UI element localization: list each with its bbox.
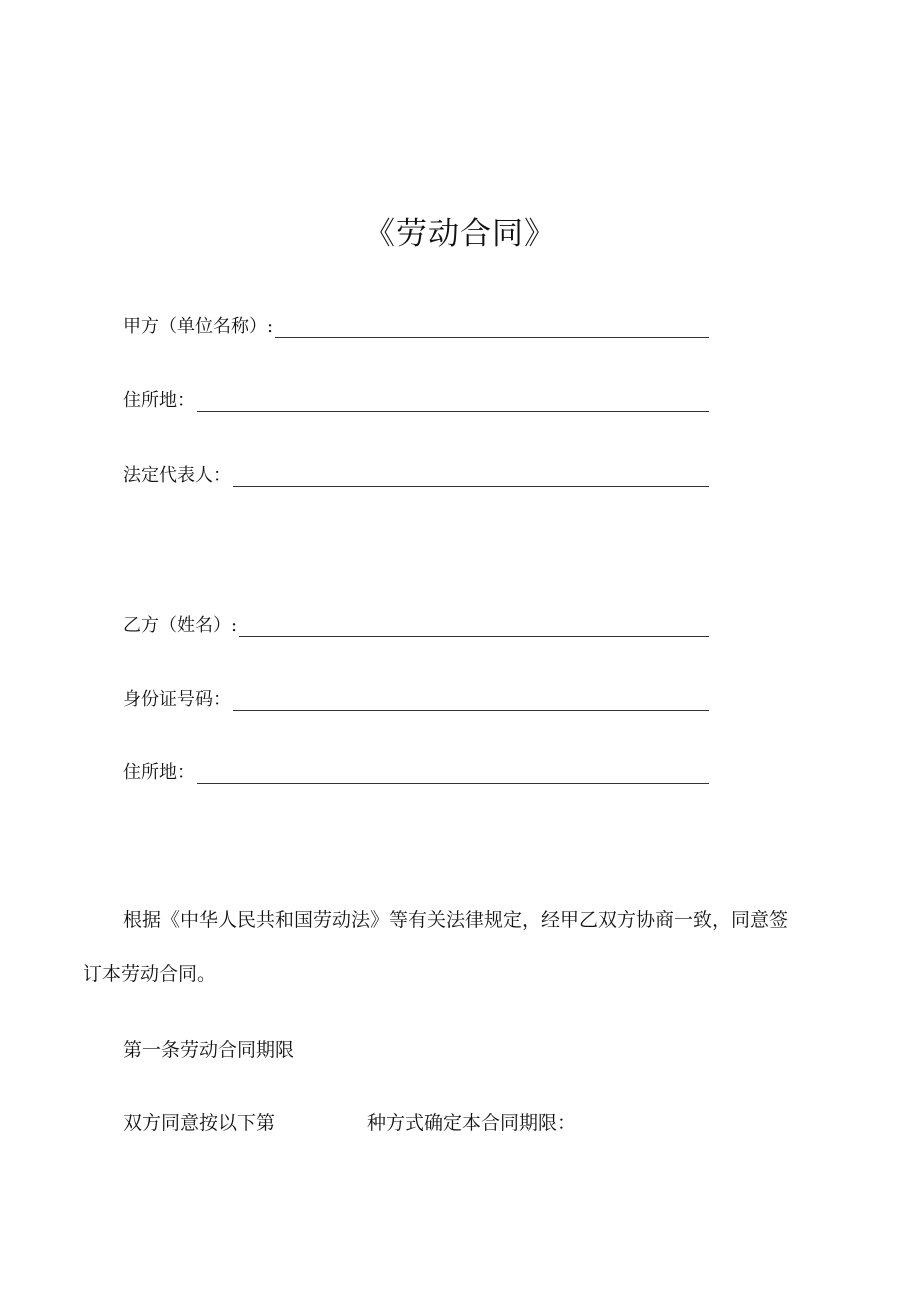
party-a-legal-rep-label: 法定代表人： <box>123 465 231 486</box>
party-b-name-blank[interactable] <box>239 636 709 637</box>
party-b-id-field[interactable] <box>123 685 709 715</box>
party-a-name-label: 甲方（单位名称）: <box>123 316 274 337</box>
document-title: 《劳动合同》 <box>364 216 556 252</box>
party-b-name-field[interactable] <box>123 611 709 641</box>
intro-paragraph-line-1: 根据《中华人民共和国劳动法》等有关法律规定，经甲乙双方协商一致，同意签 <box>123 909 789 931</box>
party-a-name-blank[interactable] <box>275 337 709 338</box>
party-a-address-field[interactable] <box>123 386 709 416</box>
party-b-address-label: 住所地： <box>123 762 195 783</box>
article-1-text-before: 双方同意按以下第 <box>123 1112 276 1134</box>
article-1-text <box>123 1108 576 1138</box>
party-b-id-blank[interactable] <box>233 710 709 711</box>
party-b-name-label: 乙方（姓名）: <box>123 615 238 636</box>
article-1-heading: 第一条劳动合同期限 <box>123 1039 295 1061</box>
party-a-legal-rep-field[interactable] <box>123 461 709 491</box>
party-a-name-field[interactable] <box>123 312 709 342</box>
article-1-text-after: 种方式确定本合同期限： <box>367 1112 577 1134</box>
party-a-address-blank[interactable] <box>197 411 709 412</box>
party-b-id-label: 身份证号码： <box>123 689 231 710</box>
party-b-address-blank[interactable] <box>197 783 709 784</box>
intro-paragraph-line-2: 订本劳动合同。 <box>83 963 217 985</box>
party-b-address-field[interactable] <box>123 758 709 788</box>
party-a-address-label: 住所地： <box>123 390 195 411</box>
party-a-legal-rep-blank[interactable] <box>233 486 709 487</box>
